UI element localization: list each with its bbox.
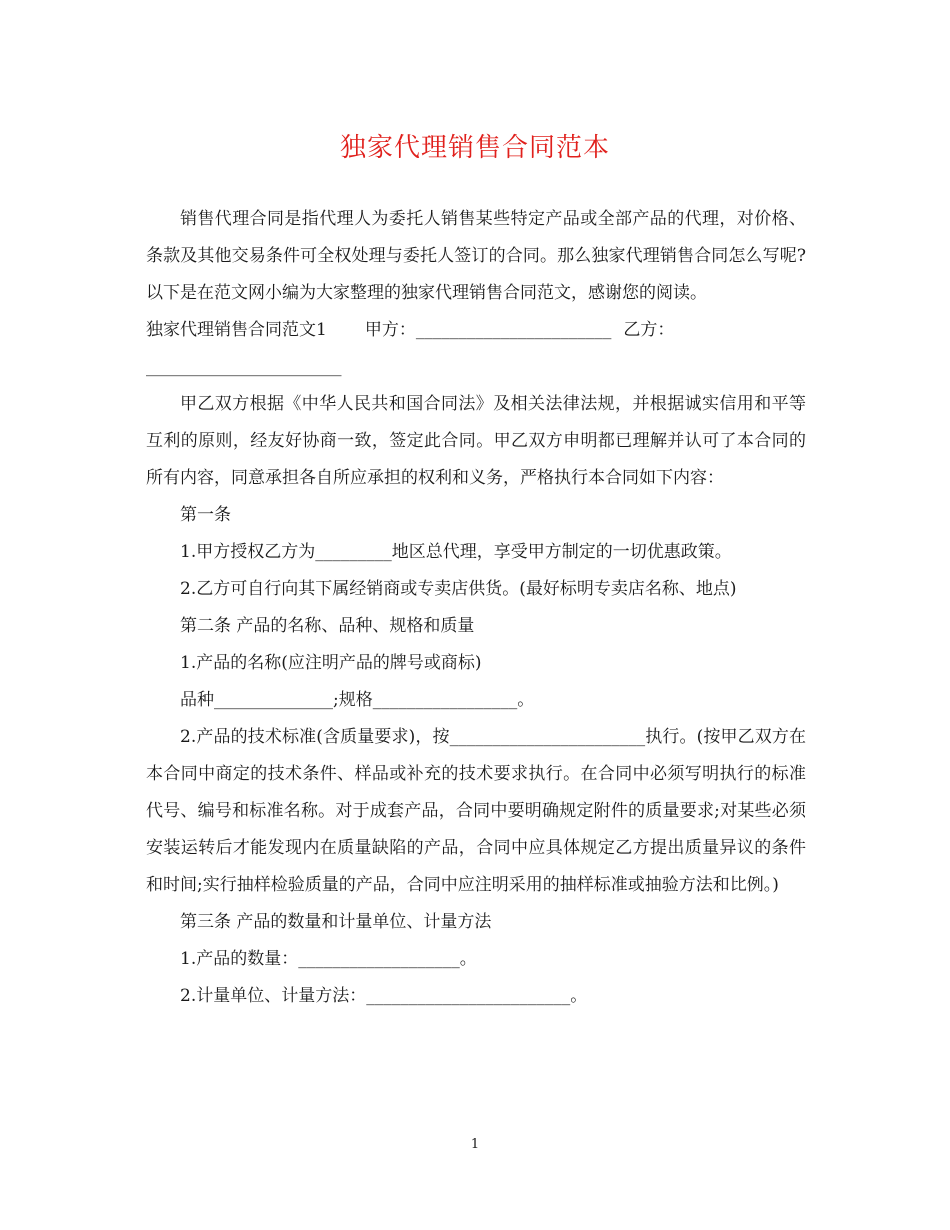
party-a-field: 甲方：_______________________ xyxy=(364,320,612,340)
party-b-blank: _______________________ xyxy=(146,357,342,377)
page-number: 1 xyxy=(470,1137,480,1152)
document-title: 独家代理销售合同范本 xyxy=(339,133,610,163)
article-3-item-2: 2.计量单位、计量方法：________________________。 xyxy=(180,986,588,1006)
article-1-item-1: 1.甲方授权乙方为_________地区总代理，享受甲方制定的一切优惠政策。 xyxy=(180,542,732,562)
article-2-variety-spec: 品种______________;规格_________________。 xyxy=(180,690,535,710)
article-3-item-1: 1.产品的数量：___________________。 xyxy=(180,949,477,969)
preamble-paragraph: 甲乙双方根据《中华人民共和国合同法》及相关法律法规，并根据诚实信用和平等互利的原则，经友好协商一致，签定此合同。甲乙双方申明都已理解并认可了本合同的所有内容，同意承担各自所应承担的权利和义务，严格执行本合同如下内容： xyxy=(146,394,806,488)
intro-paragraph: 销售代理合同是指代理人为委托人销售某些特定产品或全部产品的代理，对价格、条款及其他交易条件可全权处理与委托人签订的合同。那么独家代理销售合同怎么写呢?以下是在范文网小编为大家整理的独家代理销售合同范文，感谢您的阅读。 xyxy=(146,209,806,303)
article-2-title: 第二条 产品的名称、品种、规格和质量 xyxy=(180,616,475,636)
sample-label: 独家代理销售合同范文1 xyxy=(146,320,327,340)
document-body xyxy=(146,201,806,1015)
article-2-item-1: 1.产品的名称(应注明产品的牌号或商标) xyxy=(180,653,482,673)
article-2-item-2: 2.产品的技术标准(含质量要求)，按_______________________执行。(按甲乙双方在本合同中商定的技术条件、样品或补充的技术要求执行。在合同中必须写明执行的标准代号、编号和标准名称。对于成套产品，合同中要明确规定附件的质量要求;对某些必须安装运转后才能发现内在质量缺陷的产品，合同中应具体规定乙方提出质量异议的条件和时间;实行抽样检验质量的产品，合同中应注明采用的抽样标准或抽验方法和比例。) xyxy=(146,727,806,895)
article-1-title: 第一条 xyxy=(180,505,231,525)
party-b-label: 乙方： xyxy=(623,320,675,340)
article-1-item-2: 2.乙方可自行向其下属经销商或专卖店供货。(最好标明专卖店名称、地点) xyxy=(180,579,737,599)
parties-line xyxy=(146,312,806,349)
article-3-title: 第三条 产品的数量和计量单位、计量方法 xyxy=(180,912,492,932)
